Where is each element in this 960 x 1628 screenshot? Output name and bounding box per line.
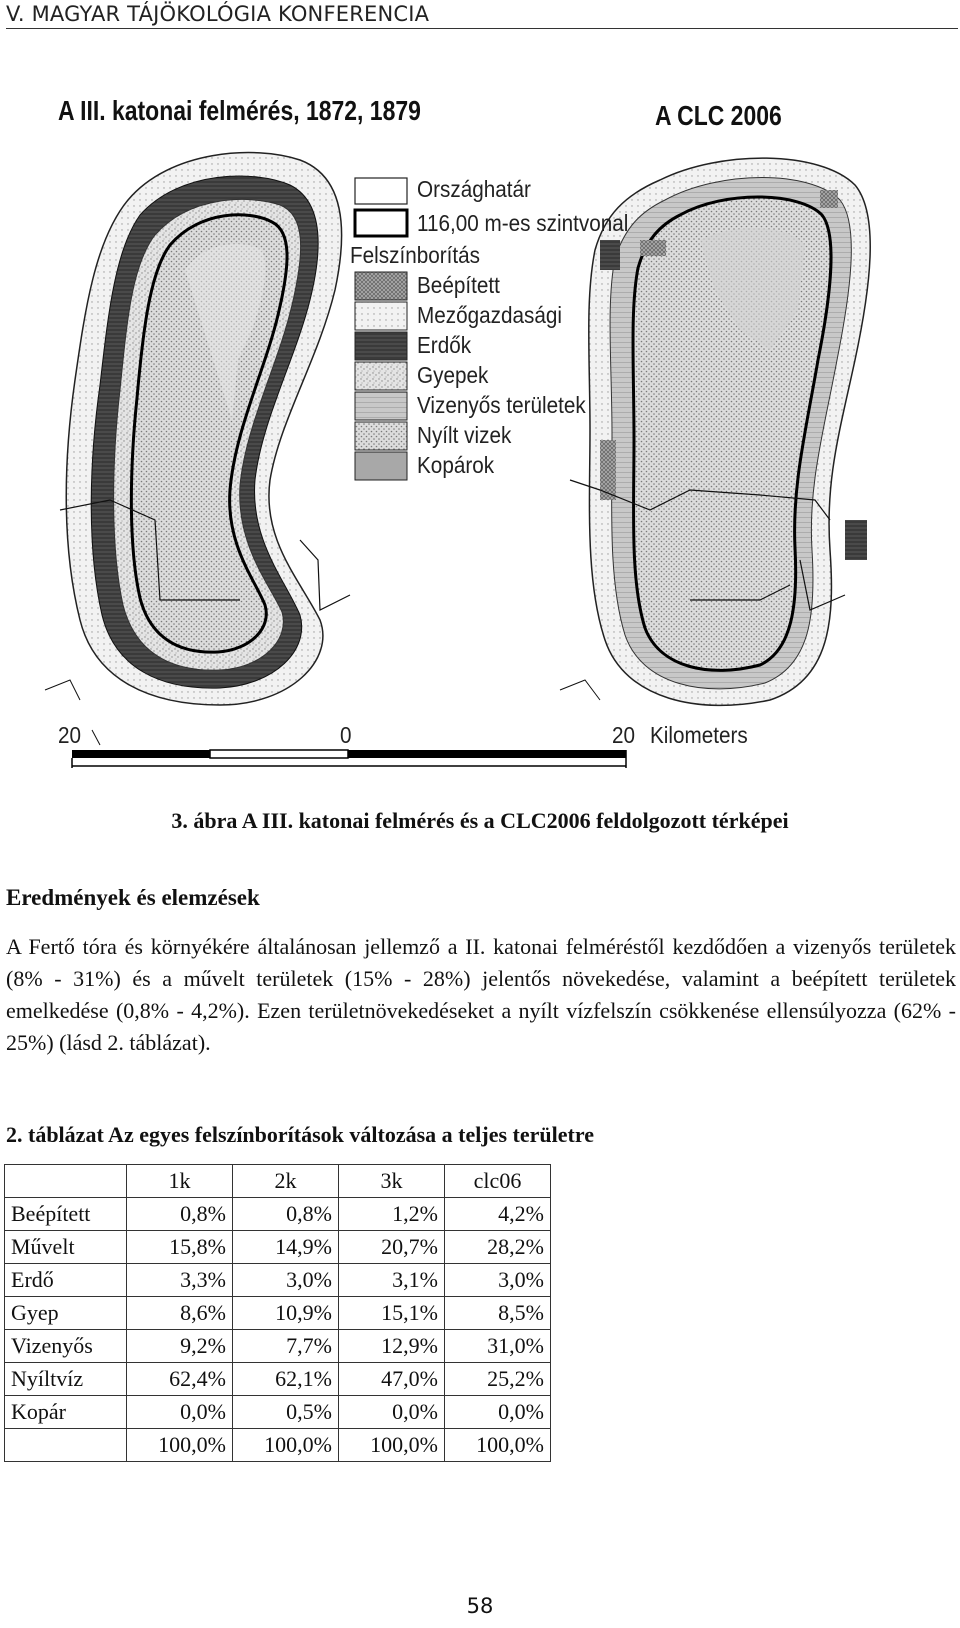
table-row xyxy=(5,1396,551,1429)
legend-label-grassland: Gyepek xyxy=(417,362,489,388)
row-label: Művelt xyxy=(5,1231,127,1264)
scale-mid-label: 0 xyxy=(340,722,352,748)
legend-label-contour: 116,00 m-es szintvonal xyxy=(417,210,629,236)
scale-unit-label: Kilometers xyxy=(650,722,748,748)
section-heading: Eredmények és elemzések xyxy=(6,885,260,910)
table-cell: 3,0% xyxy=(445,1264,551,1297)
table-cell: 0,8% xyxy=(233,1198,339,1231)
legend-label-open-water: Nyílt vizek xyxy=(417,422,512,448)
table-cell: 100,0% xyxy=(445,1429,551,1462)
legend-swatch-wetland xyxy=(355,392,407,420)
table-cell: 100,0% xyxy=(339,1429,445,1462)
legend-swatch-barren xyxy=(355,452,407,480)
legend-label-country-border: Országhatár xyxy=(417,176,531,202)
table-cell: 4,2% xyxy=(445,1198,551,1231)
table-cell: 9,2% xyxy=(127,1330,233,1363)
table-cell: 0,8% xyxy=(127,1198,233,1231)
table-caption: 2. táblázat Az egyes felszínborítások változása a teljes területre xyxy=(6,1122,594,1147)
scale-right-label: 20 xyxy=(612,722,636,748)
scale-left-label: 20 xyxy=(58,722,82,748)
page-number: 58 xyxy=(466,1594,494,1618)
left-map xyxy=(45,153,350,745)
header-rule xyxy=(6,28,958,29)
table-cell: 12,9% xyxy=(339,1330,445,1363)
table-cell: 3,3% xyxy=(127,1264,233,1297)
legend xyxy=(355,178,407,480)
table-cell: 10,9% xyxy=(233,1297,339,1330)
table-cell: 0,0% xyxy=(445,1396,551,1429)
table-cell: 15,1% xyxy=(339,1297,445,1330)
right-map-title: A CLC 2006 xyxy=(655,100,782,131)
row-label: Beépített xyxy=(5,1198,127,1231)
row-label: Erdő xyxy=(5,1264,127,1297)
table-cell: 7,7% xyxy=(233,1330,339,1363)
legend-label-wetland: Vizenyős területek xyxy=(417,392,586,418)
legend-label-built-up: Beépített xyxy=(417,272,500,298)
table-header-cell: 1k xyxy=(127,1165,233,1198)
table-cell: 47,0% xyxy=(339,1363,445,1396)
table-cell: 8,6% xyxy=(127,1297,233,1330)
legend-swatch-country-border xyxy=(355,178,407,204)
row-label: Kopár xyxy=(5,1396,127,1429)
table-cell: 28,2% xyxy=(445,1231,551,1264)
legend-swatch-open-water xyxy=(355,422,407,450)
legend-section-label: Felszínborítás xyxy=(350,242,481,268)
legend-swatch-contour xyxy=(355,210,407,236)
table-row xyxy=(5,1198,551,1231)
row-label: Gyep xyxy=(5,1297,127,1330)
lake-maps-figure xyxy=(0,130,960,850)
table-row xyxy=(5,1297,551,1330)
legend-label-barren: Kopárok xyxy=(417,452,495,478)
table-row xyxy=(5,1231,551,1264)
legend-swatch-built-up xyxy=(355,272,407,300)
scale-bar xyxy=(72,750,626,768)
table-cell: 0,0% xyxy=(339,1396,445,1429)
row-label: Vizenyős xyxy=(5,1330,127,1363)
table-cell: 31,0% xyxy=(445,1330,551,1363)
legend-label-agricultural: Mezőgazdasági xyxy=(417,302,562,328)
legend-swatch-forest xyxy=(355,332,407,360)
table-row xyxy=(5,1330,551,1363)
table-cell: 3,0% xyxy=(233,1264,339,1297)
table-cell: 1,2% xyxy=(339,1198,445,1231)
table-cell: 20,7% xyxy=(339,1231,445,1264)
table-cell: 62,4% xyxy=(127,1363,233,1396)
table-cell: 25,2% xyxy=(445,1363,551,1396)
table-cell: 0,0% xyxy=(127,1396,233,1429)
table-cell: 3,1% xyxy=(339,1264,445,1297)
table-cell: 100,0% xyxy=(127,1429,233,1462)
table-cell: 62,1% xyxy=(233,1363,339,1396)
table-total-row xyxy=(5,1429,551,1462)
legend-swatch-agricultural xyxy=(355,302,407,330)
table-row xyxy=(5,1363,551,1396)
right-map xyxy=(560,158,870,705)
table-row xyxy=(5,1264,551,1297)
table-cell: 100,0% xyxy=(233,1429,339,1462)
land-cover-table xyxy=(4,1164,551,1462)
legend-swatch-grassland xyxy=(355,362,407,390)
left-map-title: A III. katonai felmérés, 1872, 1879 xyxy=(58,95,421,126)
table-header-cell: 2k xyxy=(233,1165,339,1198)
table-header-row xyxy=(5,1165,551,1198)
figure-caption: 3. ábra A III. katonai felmérés és a CLC2006 feldolgozott térképei xyxy=(171,808,789,833)
table-header-cell xyxy=(5,1165,127,1198)
table-cell: 15,8% xyxy=(127,1231,233,1264)
table-header-cell: 3k xyxy=(339,1165,445,1198)
body-paragraph: A Fertő tóra és környékére általánosan jellemző a II. katonai felméréstől kezdődően a vizenyős területek (8% - 31%) és a művelt területek (15% - 28%) jelentős növekedése, valamint a beépített területek emelkedése (0,8% - 4,2%). Ezen területnövekedéseket a nyílt vízfelszín csökkenése ellensúlyozza (62% - 25%) (lásd 2. táblázat). xyxy=(6,934,956,1055)
table-cell: 0,5% xyxy=(233,1396,339,1429)
table-header-cell: clc06 xyxy=(445,1165,551,1198)
legend-label-forest: Erdők xyxy=(417,332,472,358)
table-cell: 8,5% xyxy=(445,1297,551,1330)
running-header: V. MAGYAR TÁJÖKOLÓGIA KONFERENCIA xyxy=(6,2,430,26)
table-cell: 14,9% xyxy=(233,1231,339,1264)
row-label: Nyíltvíz xyxy=(5,1363,127,1396)
row-label xyxy=(5,1429,127,1462)
